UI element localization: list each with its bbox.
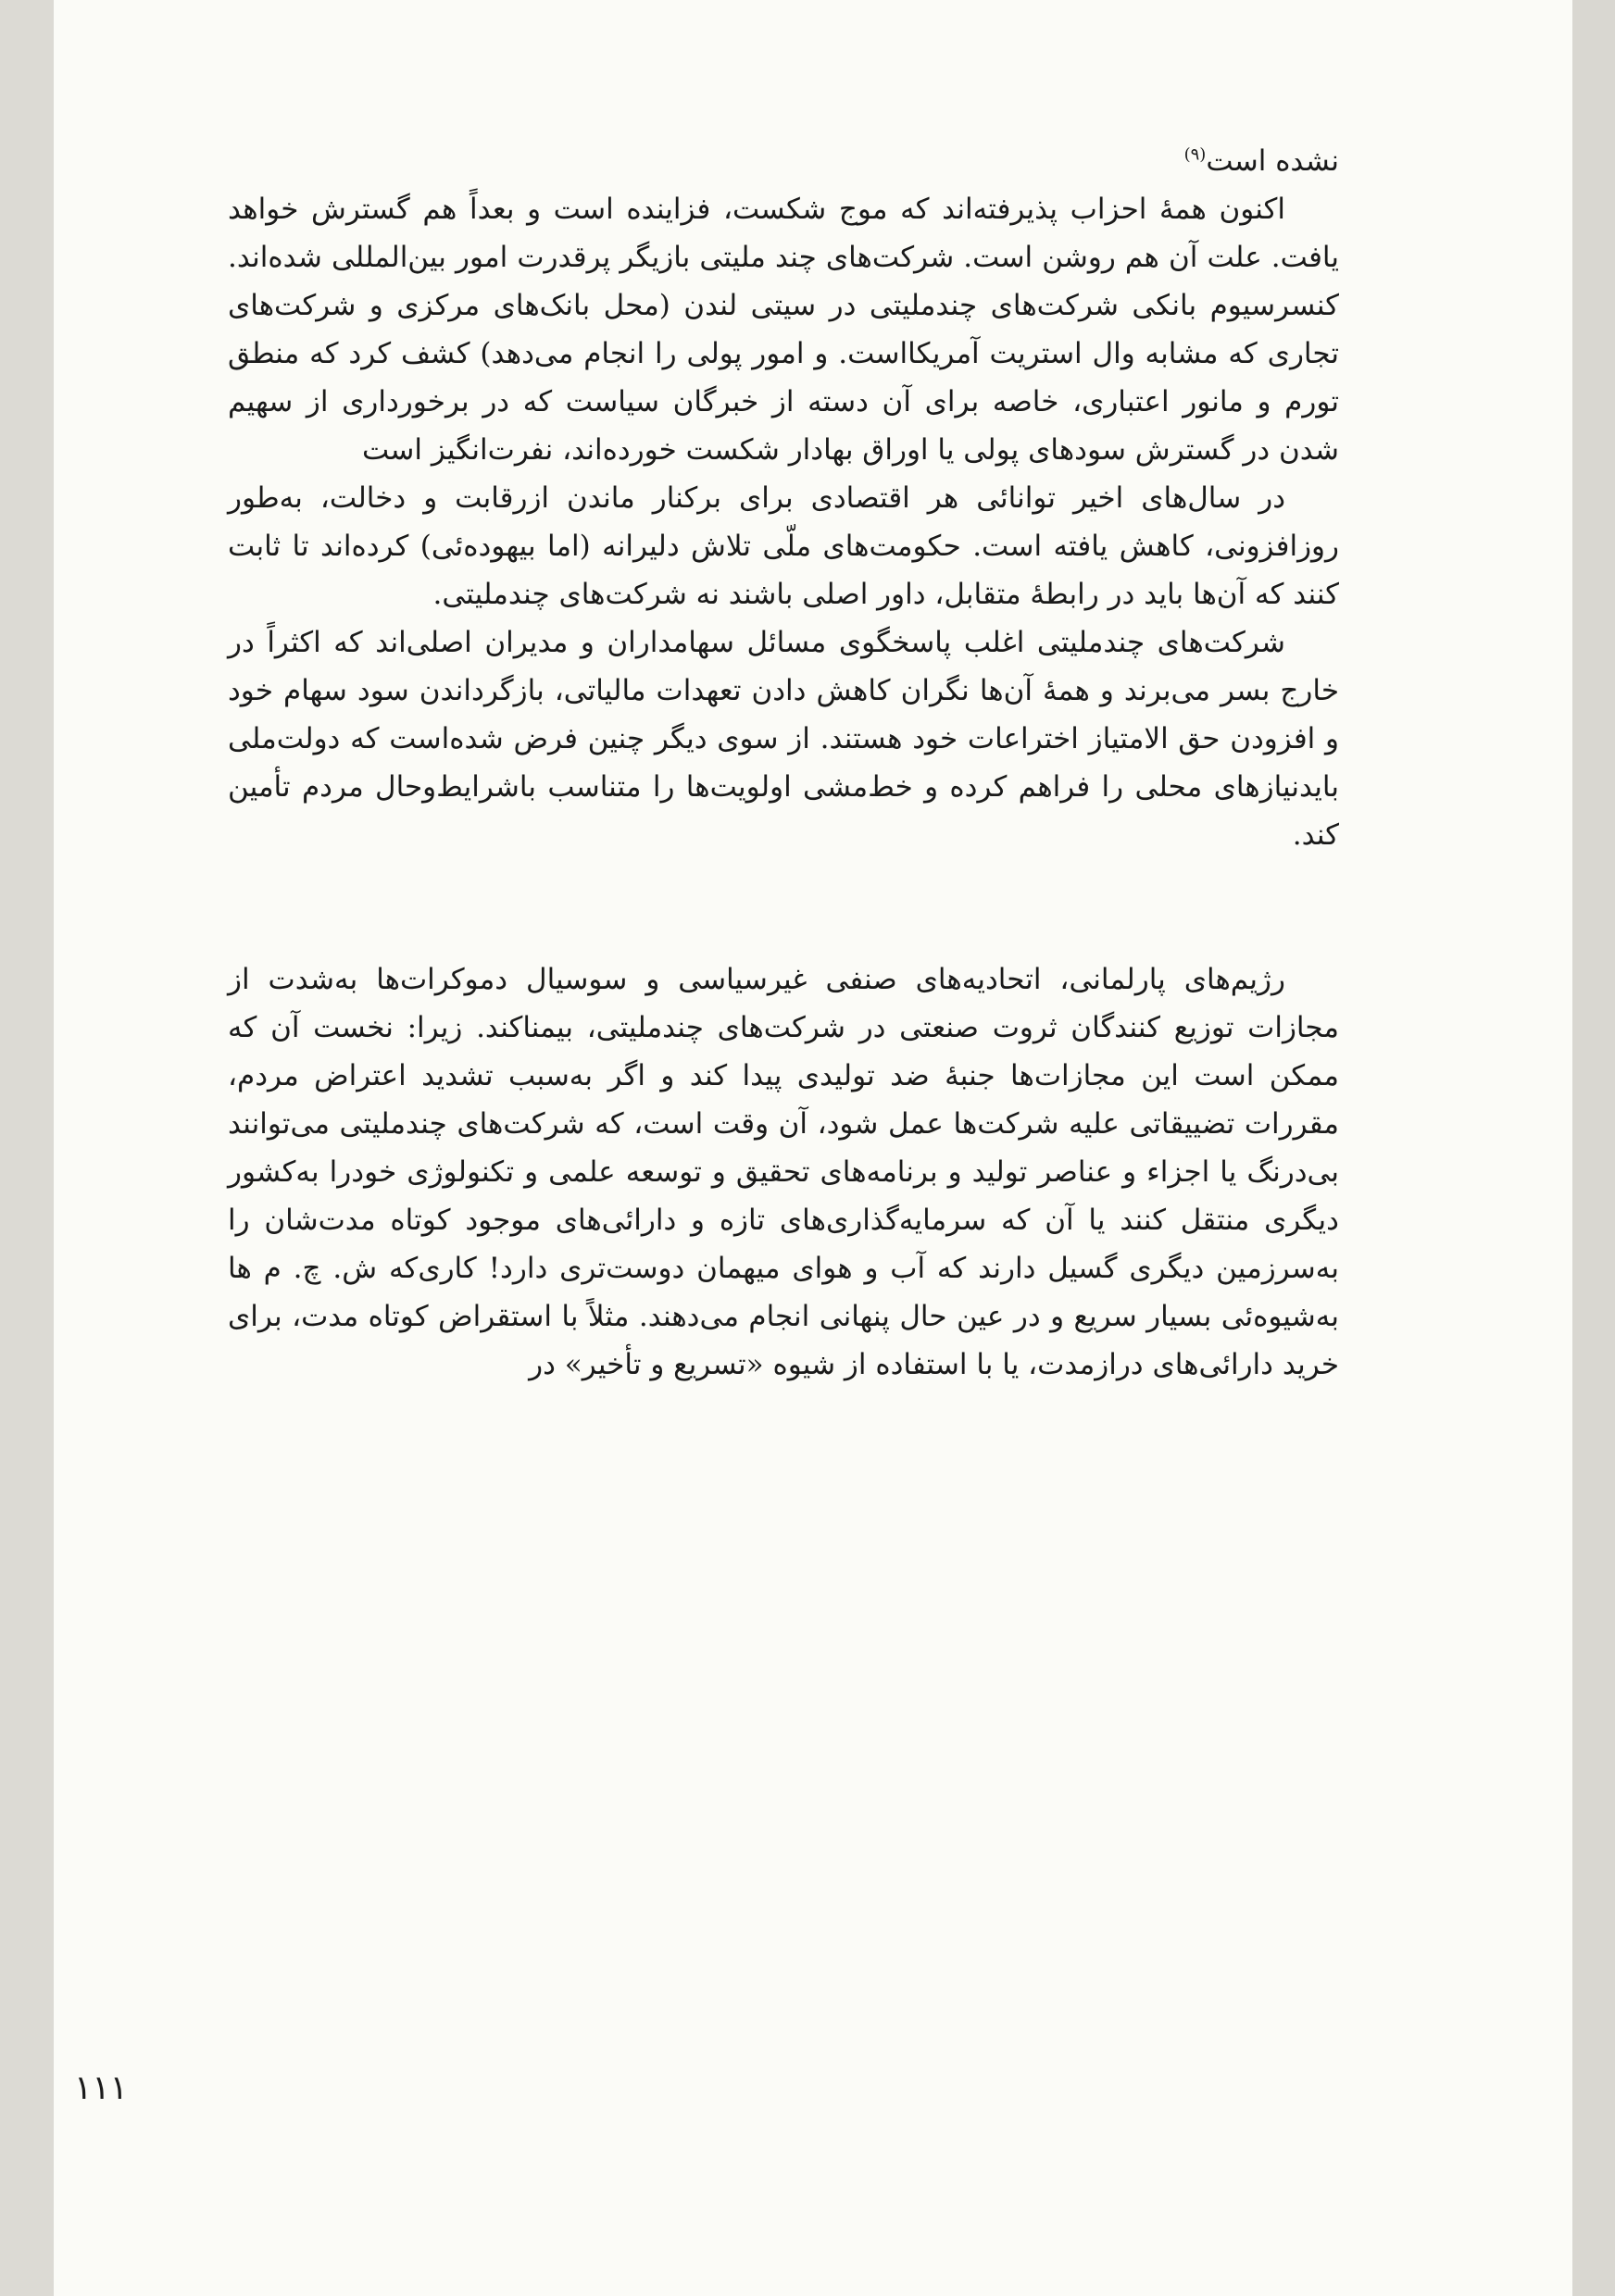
body-text bbox=[228, 137, 1339, 1389]
paragraph-continuation bbox=[228, 137, 1339, 185]
scan-border-right bbox=[1572, 0, 1615, 2296]
paragraph-text: نشده است bbox=[1206, 144, 1339, 178]
book-page bbox=[54, 0, 1572, 2296]
footnote-reference: (۹) bbox=[1183, 144, 1207, 165]
paragraph: اکنون همهٔ احزاب پذیرفته‌اند که موج شکست، فزاینده است و بعداً هم گسترش خواهد یافت. علت آن هم روشن است. شرکت‌های چند ملیتی بازیگر پرقدرت امور بین‌المللی شده‌اند. کنسرسیوم بانکی شرکت‌های چندملیتی در سیتی لندن (محل بانک‌های مرکزی و شرکت‌های تجاری که مشابه وال استریت آمریکااست. و امور پولی را انجام می‌دهد) کشف کرد که منطق تورم و مانور اعتباری، خاصه برای آن دسته از خبرگان سیاست که در برخورداری از سهیم شدن در گسترش سودهای پولی یا اوراق بهادار شکست خورده‌اند، نفرت‌انگیز است bbox=[228, 193, 1339, 467]
paragraph: رژیم‌های پارلمانی، اتحادیه‌های صنفی غیرسیاسی و سوسیال دموکرات‌ها به‌شدت از مجازات توزیع کنندگان ثروت صنعتی در شرکت‌های چندملیتی، بیمناکند. زیرا: نخست آن که ممکن است این مجازات‌ها جنبهٔ ضد تولیدی پیدا کند و اگر به‌سبب تشدید اعتراض مردم، مقررات تضییقاتی علیه شرکت‌ها عمل شود، آن وقت است، که شرکت‌های چندملیتی می‌توانند بی‌درنگ یا اجزاء و عناصر تولید و برنامه‌های تحقیق و توسعه علمی و تکنولوژی خودرا به‌کشور دیگری منتقل کنند یا آن که سرمایه‌گذاری‌های تازه و دارائی‌های موجود کوتاه مدت‌شان را به‌سرزمین دیگری گسیل دارند که آب و هوای میهمان دوست‌تری دارد! کاری‌که ش. چ. م ها به‌شیوه‌ئی بسیار سریع و در عین حال پنهانی انجام می‌دهند. مثلاً با استقراض کوتاه مدت، برای خرید دارائی‌های درازمدت، یا با استفاده از شیوه «تسریع و تأخیر» در bbox=[228, 963, 1339, 1381]
scan-border-left bbox=[0, 0, 54, 2296]
paragraph: در سال‌های اخیر توانائی هر اقتصادی برای برکنار ماندن ازرقابت و دخالت، به‌طور روزافزونی، کاهش یافته است. حکومت‌های ملّی تلاش دلیرانه (اما بیهوده‌ئی) کرده‌اند تا ثابت کنند که آن‌ها باید در رابطهٔ متقابل، داور اصلی باشند نه شرکت‌های چندملیتی. bbox=[228, 481, 1339, 611]
page-number: ۱۱۱ bbox=[74, 2069, 129, 2107]
paragraph: شرکت‌های چندملیتی اغلب پاسخگوی مسائل سهامداران و مدیران اصلی‌اند که اکثراً در خارج بسر می‌برند و همهٔ آن‌ها نگران کاهش دادن تعهدات مالیاتی، بازگرداندن سود سهام خود و افزودن حق الامتیاز اختراعات خود هستند. از سوی دیگر چنین فرض شده‌است که دولت‌ملی بایدنیازهای محلی را فراهم کرده و خط‌مشی اولویت‌ها را متناسب باشرایط‌وحال مردم تأمین کند. bbox=[228, 626, 1339, 852]
